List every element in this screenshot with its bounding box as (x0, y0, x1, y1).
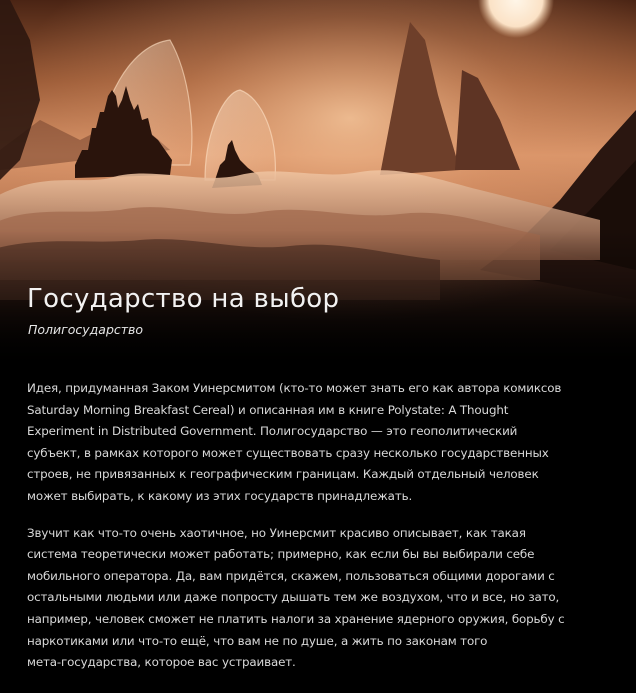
paragraph-1-line: Experiment in Distributed Government. Полигосударство — это геополитический (27, 424, 518, 439)
paragraph-2-line: например, человек сможет не платить налоги за хранение ядерного оружия, борьбу с (27, 611, 565, 626)
article-subtitle: Полигосударство (28, 322, 144, 337)
paragraph-2-line: Звучит как что-то очень хаотичное, но Уинерсмит красиво описывает, как такая (27, 525, 526, 540)
paragraph-2-line: мета-государства, которое вас устраивает. (27, 655, 296, 670)
paragraph-2-line: наркотиками или что-то ещё, что вам не по душе, а жить по законам того (27, 633, 488, 648)
paragraph-1-line: субъект, в рамках которого может существовать сразу несколько государственных (27, 445, 549, 460)
paragraph-2-line: мобильного оператора. Да, вам придётся, скажем, пользоваться общими дорогами с (27, 568, 555, 583)
paragraph-1-line: строев, не привязанных к географическим границам. Каждый отдельный человек (27, 467, 539, 482)
paragraph-2-line: остальными людьми или даже попросту дышать тем же воздухом, что и все, но зато, (27, 590, 560, 605)
paragraph-1-line: Идея, придуманная Заком Уинерсмитом (кто-то может знать его как автора комиксов (27, 381, 562, 395)
paragraph-1-line: Saturday Morning Breakfast Cereal) и описанная им в книге Polystate: A Thought (27, 402, 509, 417)
article-title: Государство на выбор (27, 284, 340, 314)
paragraph-2-line: система теоретически может работать; примерно, как если бы вы выбирали себе (27, 547, 535, 562)
paragraph-2 (27, 523, 613, 674)
paragraph-1-line: может выбирать, к какому из этих государств принадлежать. (27, 488, 413, 503)
paragraph-1 (27, 378, 613, 508)
article-body (27, 378, 613, 689)
